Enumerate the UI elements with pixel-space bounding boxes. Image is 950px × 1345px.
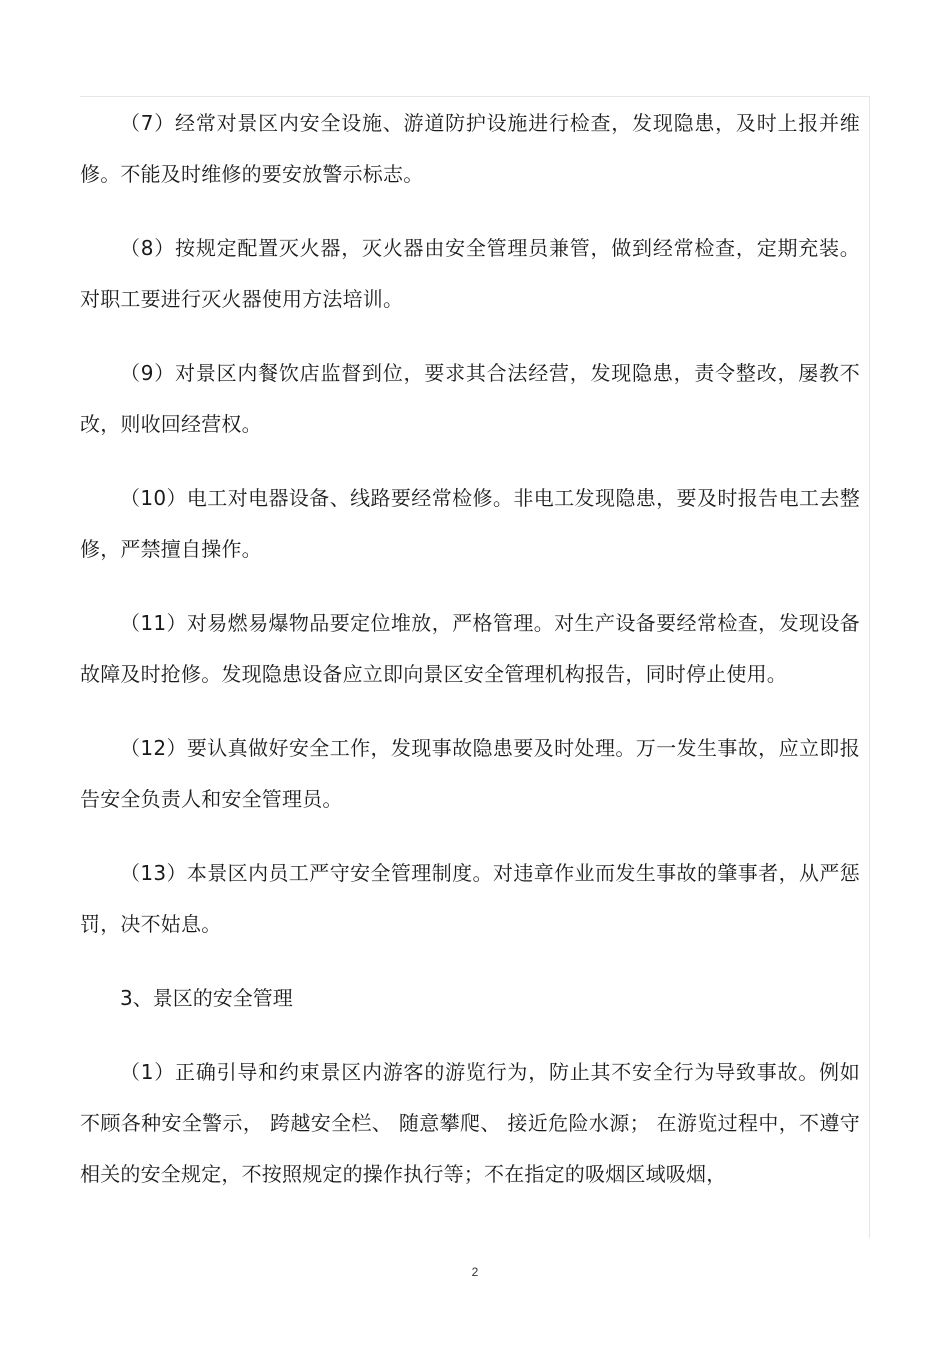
page-number: 2: [471, 1265, 479, 1279]
paragraph-item-12: （12）要认真做好安全工作，发现事故隐患要及时处理。万一发生事故，应立即报告安全负责人和安全管理员。: [80, 736, 860, 811]
paragraph-item-7: （7）经常对景区内安全设施、游道防护设施进行检查，发现隐患，及时上报并维修。不能及时维修的要安放警示标志。: [80, 111, 860, 186]
paragraph-item-10: （10）电工对电器设备、线路要经常检修。非电工发现隐患，要及时报告电工去整修，严禁擅自操作。: [80, 486, 860, 561]
document-body: [80, 98, 860, 1223]
page-frame-top-border: [80, 96, 870, 97]
paragraph-item-8: （8）按规定配置灭火器，灭火器由安全管理员兼管，做到经常检查，定期充装。对职工要进行灭火器使用方法培训。: [80, 236, 860, 311]
section-heading: 3、景区的安全管理: [120, 986, 293, 1010]
paragraph-item-11: （11）对易燃易爆物品要定位堆放，严格管理。对生产设备要经常检查，发现设备故障及时抢修。发现隐患设备应立即向景区安全管理机构报告，同时停止使用。: [80, 611, 860, 686]
page-frame-right-border: [869, 96, 870, 1238]
paragraph-item-9: （9）对景区内餐饮店监督到位，要求其合法经营，发现隐患，责令整改，屡教不改，则收回经营权。: [80, 361, 860, 436]
paragraph-item-13: （13）本景区内员工严守安全管理制度。对违章作业而发生事故的肇事者，从严惩罚，决不姑息。: [80, 861, 860, 936]
section-paragraph-1: （1）正确引导和约束景区内游客的游览行为，防止其不安全行为导致事故。例如不顾各种安全警示， 跨越安全栏、 随意攀爬、 接近危险水源； 在游览过程中，不遵守相关的安全规定，不按照规定的操作执行等；不在指定的吸烟区域吸烟，: [80, 1060, 860, 1186]
